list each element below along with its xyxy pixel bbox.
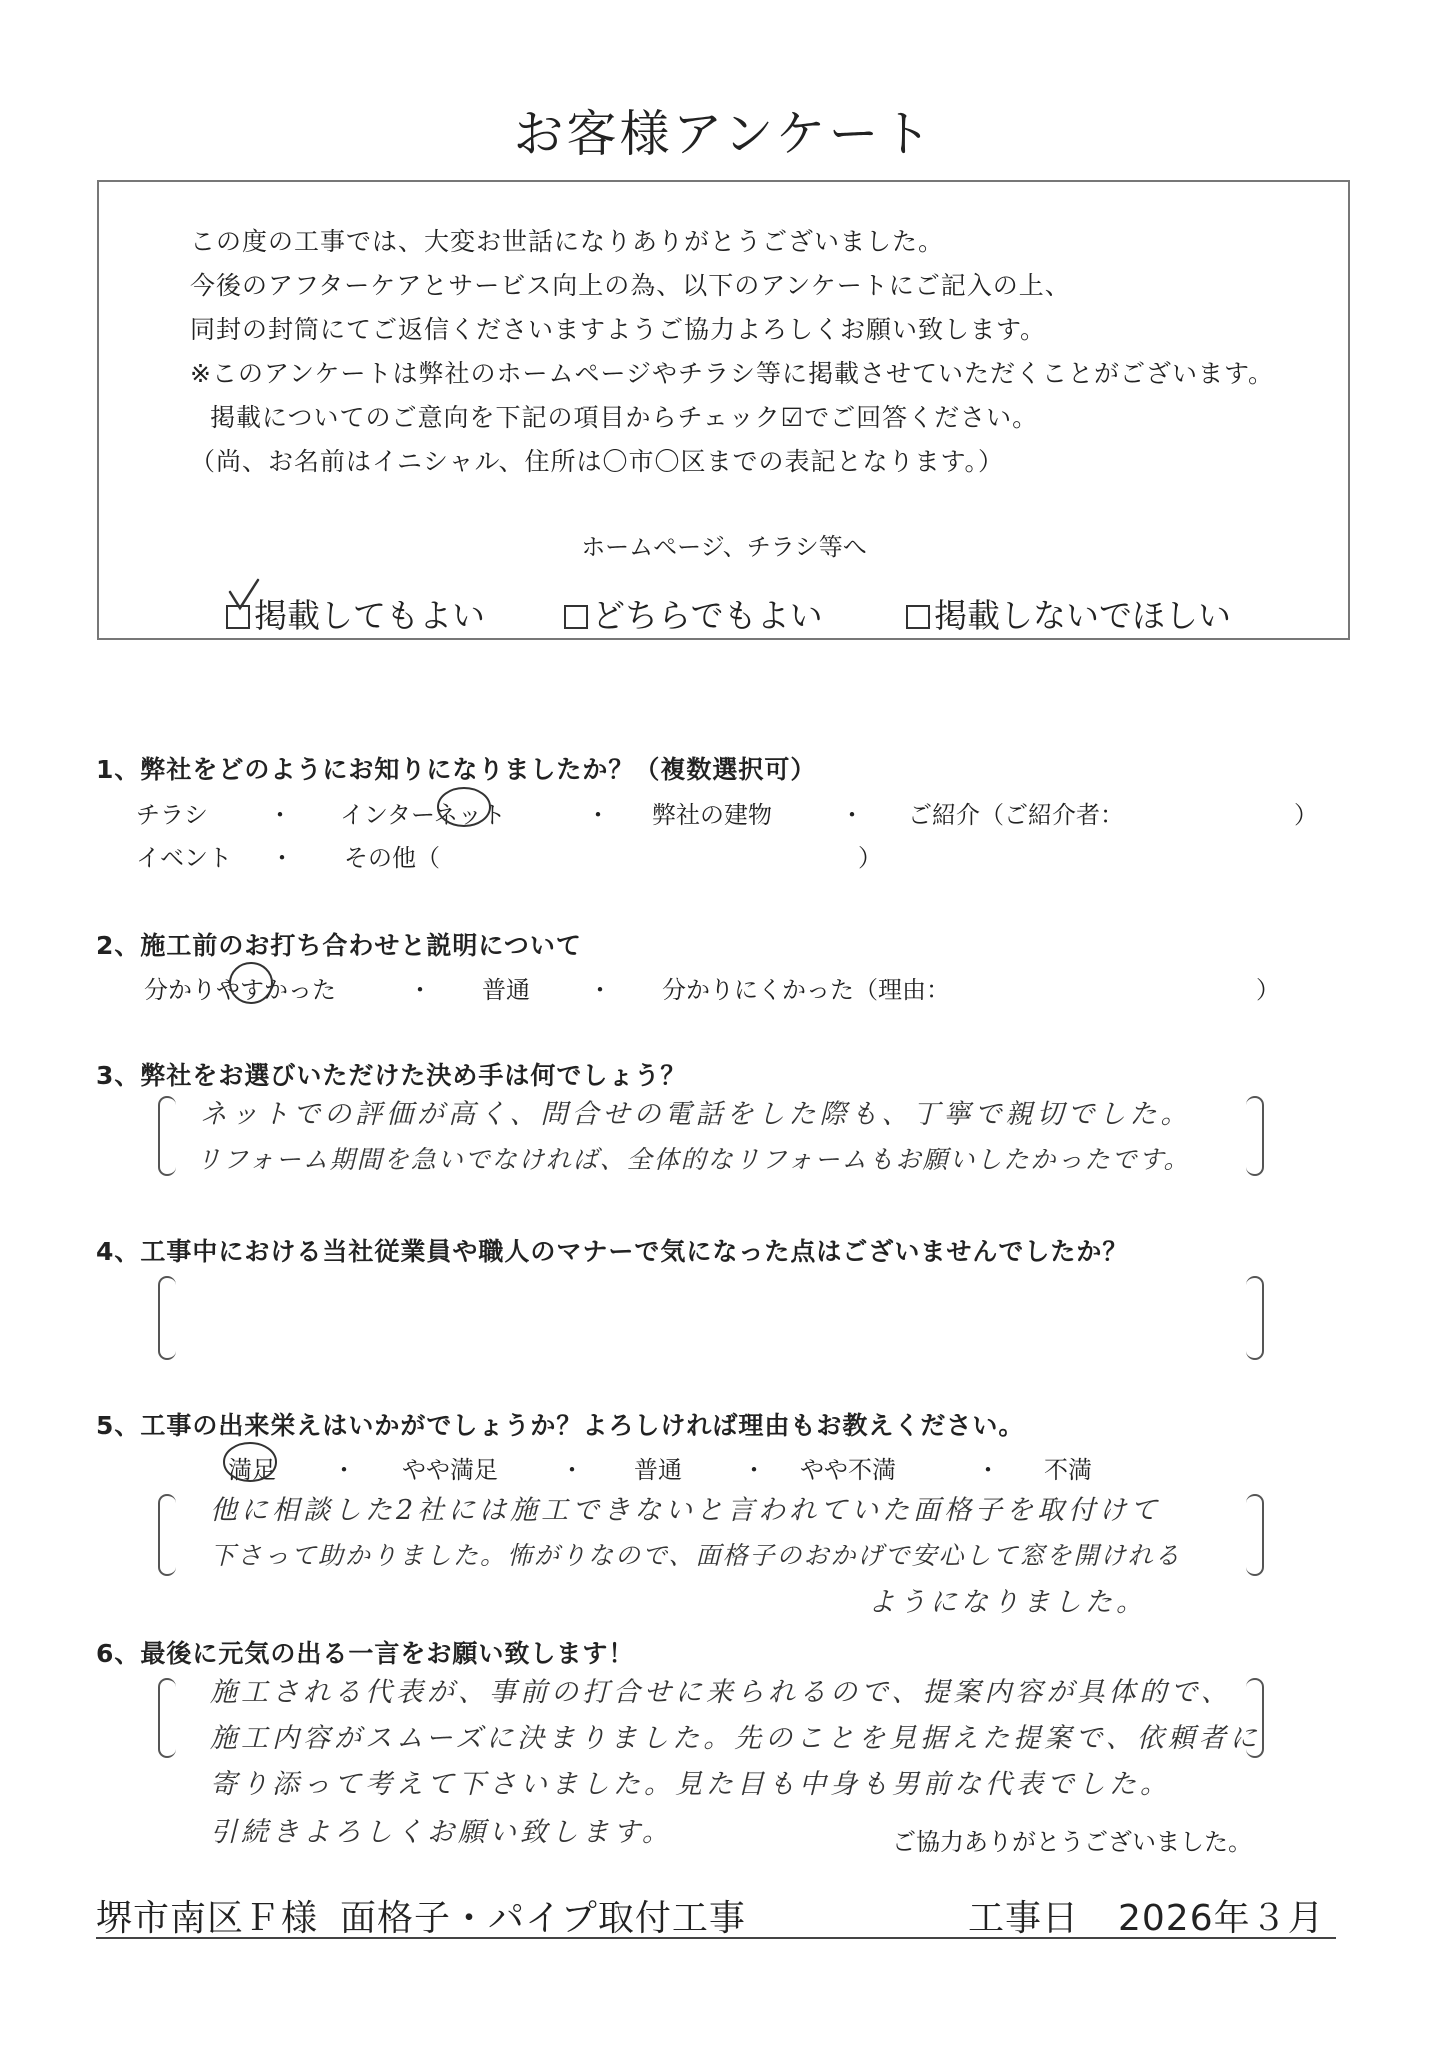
q5-title: 5、工事の出来栄えはいかがでしょうか？よろしければ理由もお教えください。: [96, 1411, 1025, 1440]
q6-answer-line-4: 引続きよろしくお願い致します。: [210, 1817, 673, 1848]
selection-circle-icon: [222, 1440, 278, 1484]
q2-choice-unclear[interactable]: 分かりにくかった（理由：: [662, 976, 950, 1004]
footer-date-value: 2026年３月: [1118, 1898, 1325, 1939]
footer-work: 面格子・パイプ取付工事: [340, 1898, 746, 1939]
q1-paren-close: ）: [858, 844, 882, 872]
checkbox-deny[interactable]: [906, 605, 930, 629]
q6-answer-line-2: 施工内容がスムーズに決まりました。先のことを見据えた提案で、依頼者に: [210, 1723, 1261, 1754]
publication-option-either[interactable]: [564, 590, 823, 637]
q5-bracket-left: [158, 1494, 176, 1576]
q5-sep: ・: [742, 1456, 766, 1484]
intro-line-2: 今後のアフターケアとサービス向上の為、以下のアンケートにご記入の上、: [190, 271, 1071, 300]
q5-choice-dissatisfied[interactable]: 不満: [1044, 1456, 1092, 1484]
q2-sep: ・: [588, 976, 612, 1004]
q1-choice-referral[interactable]: ご紹介（ご紹介者：: [908, 801, 1124, 829]
q1-title: 1、弊社をどのようにお知りになりましたか？（複数選択可）: [96, 755, 817, 784]
q3-bracket-left: [158, 1096, 176, 1176]
q5-answer-line-1: 他に相談した2社には施工できないと言われていた面格子を取付けて: [210, 1495, 1162, 1526]
page-title: お客様アンケート: [513, 105, 935, 163]
q5-choice-somewhat-dissatisfied[interactable]: やや不満: [800, 1456, 896, 1484]
checkbox-either[interactable]: [564, 605, 588, 629]
q2-title: 2、施工前のお打ち合わせと説明について: [96, 931, 582, 960]
intro-line-3: 同封の封筒にてご返信くださいますようご協力よろしくお願い致します。: [190, 315, 1047, 344]
q5-sep: ・: [332, 1456, 356, 1484]
publication-option-deny[interactable]: [906, 590, 1231, 637]
q1-sep: ・: [270, 844, 294, 872]
selection-circle-icon: [436, 785, 492, 829]
q3-answer-line-2: リフォーム期間を急いでなければ、全体的なリフォームもお願いしたかったです。: [196, 1145, 1191, 1174]
q6-answer-line-3: 寄り添って考えて下さいました。見た目も中身も男前な代表でした。: [210, 1769, 1171, 1800]
q4-bracket-right: [1246, 1276, 1264, 1360]
q4-bracket-left: [158, 1276, 176, 1360]
option-allow-label: 掲載してもよい: [254, 596, 485, 635]
q1-sep: ・: [840, 801, 864, 829]
q2-choice-normal[interactable]: 普通: [482, 976, 530, 1004]
option-deny-label: 掲載しないでほしい: [934, 596, 1231, 635]
q5-sep: ・: [560, 1456, 584, 1484]
q2-paren-close: ）: [1256, 976, 1280, 1004]
q3-answer-line-1: ネットでの評価が高く、問合せの電話をした際も、丁寧で親切でした。: [200, 1099, 1192, 1130]
intro-line-4: ※このアンケートは弊社のホームページやチラシ等に掲載させていただくことがございます。: [190, 359, 1274, 388]
q1-choice-other[interactable]: その他（: [344, 844, 440, 872]
q1-choice-building[interactable]: 弊社の建物: [652, 801, 772, 829]
q5-choice-satisfied[interactable]: 満足: [228, 1456, 276, 1484]
q1-choice-internet[interactable]: インターネット: [340, 801, 506, 829]
q1-choice-flyer[interactable]: チラシ: [136, 801, 208, 829]
q6-answer-line-1: 施工される代表が、事前の打合せに来られるので、提案内容が具体的で、: [210, 1677, 1232, 1708]
publication-label: ホームページ、チラシ等へ: [581, 533, 867, 561]
checkmark-icon: [226, 578, 266, 618]
option-either-label: どちらでもよい: [592, 596, 823, 635]
q5-choice-somewhat-satisfied[interactable]: やや満足: [402, 1456, 498, 1484]
q2-sep: ・: [408, 976, 432, 1004]
q4-title: 4、工事中における当社従業員や職人のマナーで気になった点はございませんでしたか？: [96, 1237, 1129, 1266]
q1-choice-event[interactable]: イベント: [136, 844, 232, 872]
q5-sep: ・: [976, 1456, 1000, 1484]
intro-line-1: この度の工事では、大変お世話になりありがとうございました。: [190, 227, 945, 256]
q5-answer-line-3: ようになりました。: [868, 1587, 1147, 1618]
selection-circle-icon: [228, 960, 274, 1006]
footer-date-label: 工事日: [968, 1898, 1080, 1939]
q6-bracket-left: [158, 1678, 176, 1758]
q6-title: 6、最後に元気の出る一言をお願い致します！: [96, 1639, 635, 1668]
q5-answer-line-2: 下さって助かりました。怖がりなので、面格子のおかげで安心して窓を開けれる: [210, 1541, 1182, 1570]
q1-paren-close: ）: [1294, 801, 1318, 829]
intro-line-5: 掲載についてのご意向を下記の項目からチェック☑でご回答ください。: [210, 403, 1039, 432]
footer-customer: 堺市南区Ｆ様: [96, 1898, 319, 1939]
intro-line-6: （尚、お名前はイニシャル、住所は〇市〇区までの表記となります。）: [190, 447, 1005, 476]
q2-choice-clear[interactable]: 分かりやすかった: [144, 976, 336, 1004]
q1-sep: ・: [268, 801, 292, 829]
q1-sep: ・: [586, 801, 610, 829]
q5-choice-normal[interactable]: 普通: [634, 1456, 682, 1484]
footer-underline: [96, 1937, 1336, 1939]
q3-title: 3、弊社をお選びいただけた決め手は何でしょう？: [96, 1061, 687, 1090]
q5-bracket-right: [1246, 1494, 1264, 1576]
q3-bracket-right: [1246, 1096, 1264, 1176]
closing-thanks: ご協力ありがとうございました。: [892, 1828, 1252, 1856]
